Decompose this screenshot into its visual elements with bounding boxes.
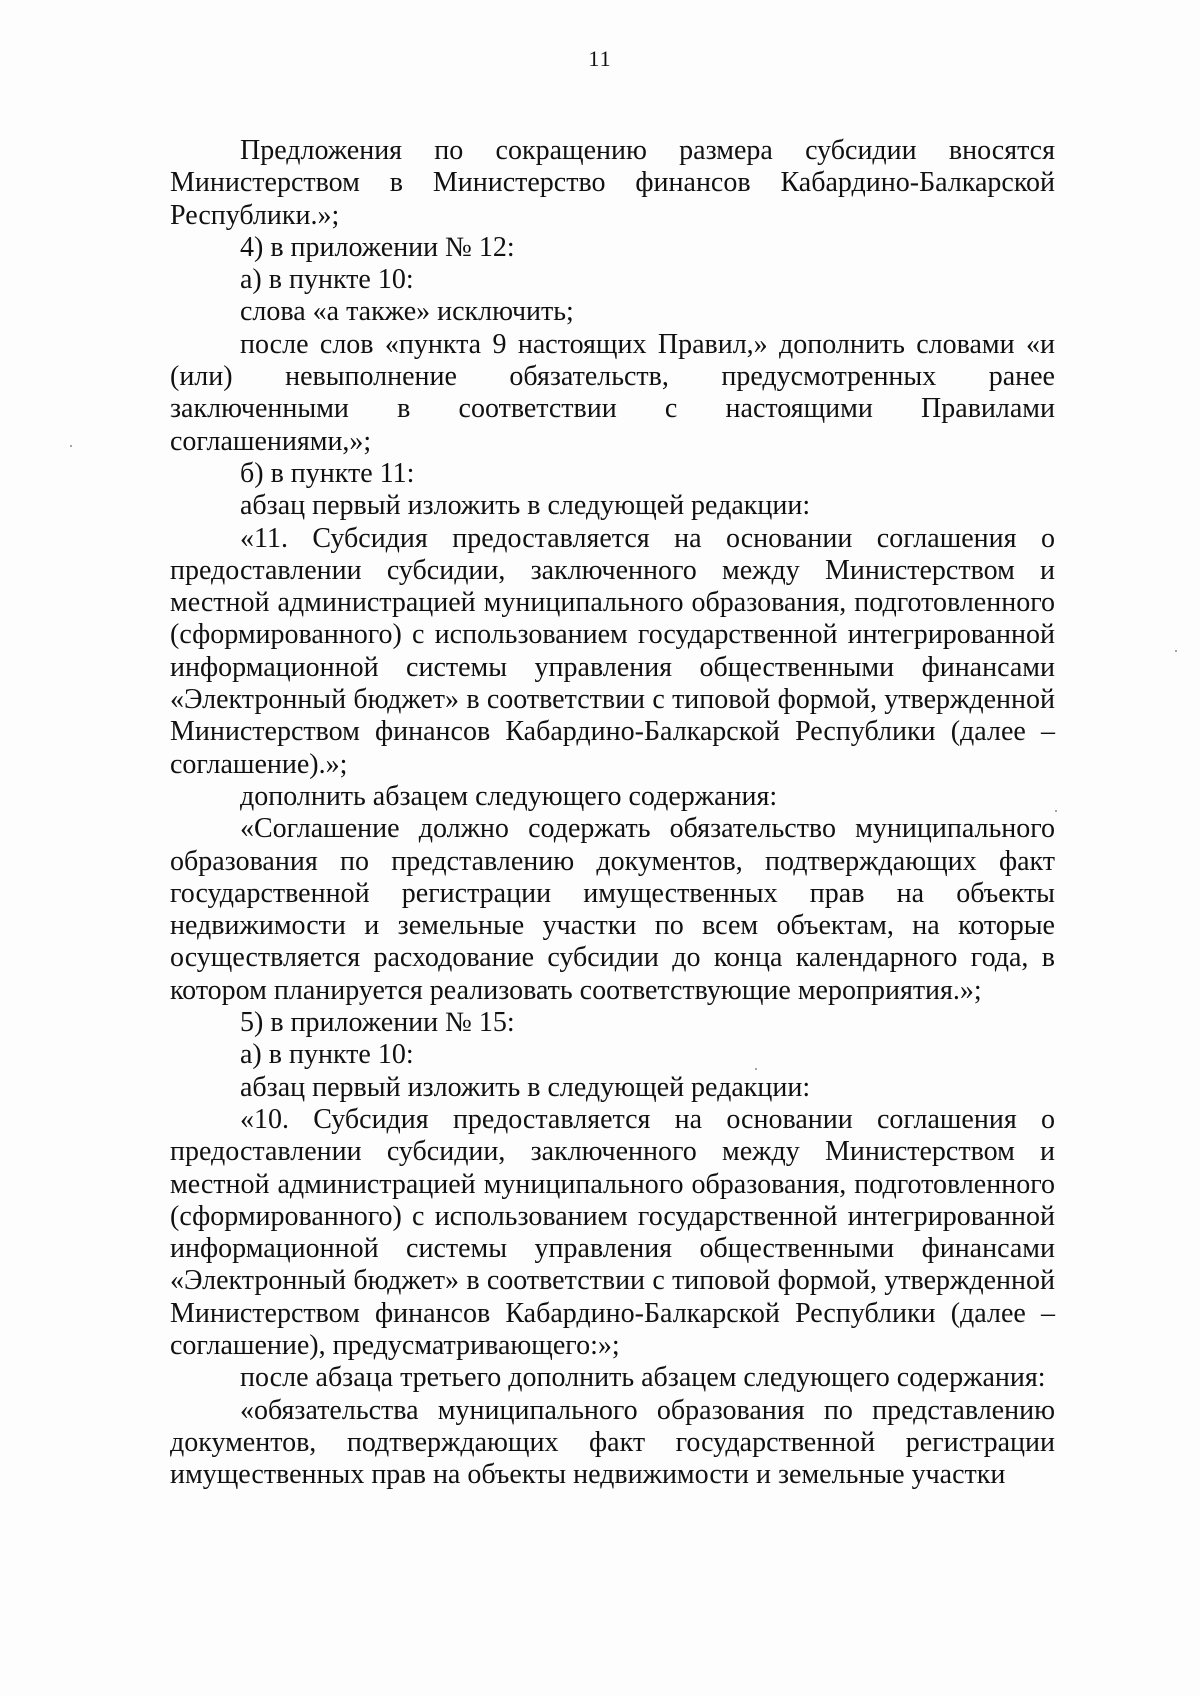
- paragraph-10: «Соглашение должно содержать обязательство муниципального образования по представлению документов, подтверждающих факт государственной регистрации имущественных прав на объекты недвижимости и земельные участки по всем объектам, на которые осуществляется расходование субсидии до конца календарного года, в котором планируется реализовать соответствующие мероприятия.»;: [170, 813, 1055, 1006]
- scan-speck: [70, 445, 72, 447]
- paragraph-3: а) в пункте 10:: [240, 264, 414, 296]
- paragraph-15: после абзаца третьего дополнить абзацем следующего содержания:: [240, 1362, 1046, 1394]
- paragraph-13: абзац первый изложить в следующей редакции:: [240, 1071, 811, 1103]
- paragraph-14: «10. Субсидия предоставляется на основании соглашения о предоставлении субсидии, заключенного между Министерством и местной администрацией муниципального образования, подготовленного (сформированного) с использованием государственной интегрированной информационной системы управления общественными финансами «Электронный бюджет» в соответствии с типовой формой, утвержденной Министерством финансов Кабардино-Балкарской Республики (далее – соглашение), предусматривающего:»;: [170, 1103, 1055, 1361]
- paragraph-9: дополнить абзацем следующего содержания:: [240, 780, 778, 812]
- page-number: 11: [588, 46, 612, 71]
- scan-speck: [1175, 650, 1177, 652]
- paragraph-7: абзац первый изложить в следующей редакции:: [240, 490, 811, 522]
- scan-speck: [755, 1068, 757, 1070]
- paragraph-6: б) в пункте 11:: [240, 457, 415, 489]
- paragraph-5: после слов «пункта 9 настоящих Правил,» дополнить словами «и (или) невыполнение обязательств, предусмотренных ранее заключенными в соответствии с настоящими Правилами соглашениями,»;: [170, 328, 1055, 457]
- paragraph-2: 4) в приложении № 12:: [240, 231, 515, 263]
- paragraph-12: а) в пункте 10:: [240, 1039, 414, 1071]
- paragraph-16: «обязательства муниципального образования по представлению документов, подтверждающих факт государственной регистрации имущественных прав на объекты недвижимости и земельные участки: [170, 1394, 1055, 1491]
- scan-speck: [1055, 810, 1057, 812]
- document-body: [170, 135, 1055, 1491]
- paragraph-4: слова «а также» исключить;: [240, 296, 574, 328]
- paragraph-8: «11. Субсидия предоставляется на основании соглашения о предоставлении субсидии, заключенного между Министерством и местной администрацией муниципального образования, подготовленного (сформированного) с использованием государственной интегрированной информационной системы управления общественными финансами «Электронный бюджет» в соответствии с типовой формой, утвержденной Министерством финансов Кабардино-Балкарской Республики (далее – соглашение).»;: [170, 522, 1055, 780]
- paragraph-1: Предложения по сокращению размера субсидии вносятся Министерством в Министерство финансов Кабардино-Балкарской Республики.»;: [170, 135, 1055, 231]
- paragraph-11: 5) в приложении № 15:: [240, 1007, 515, 1039]
